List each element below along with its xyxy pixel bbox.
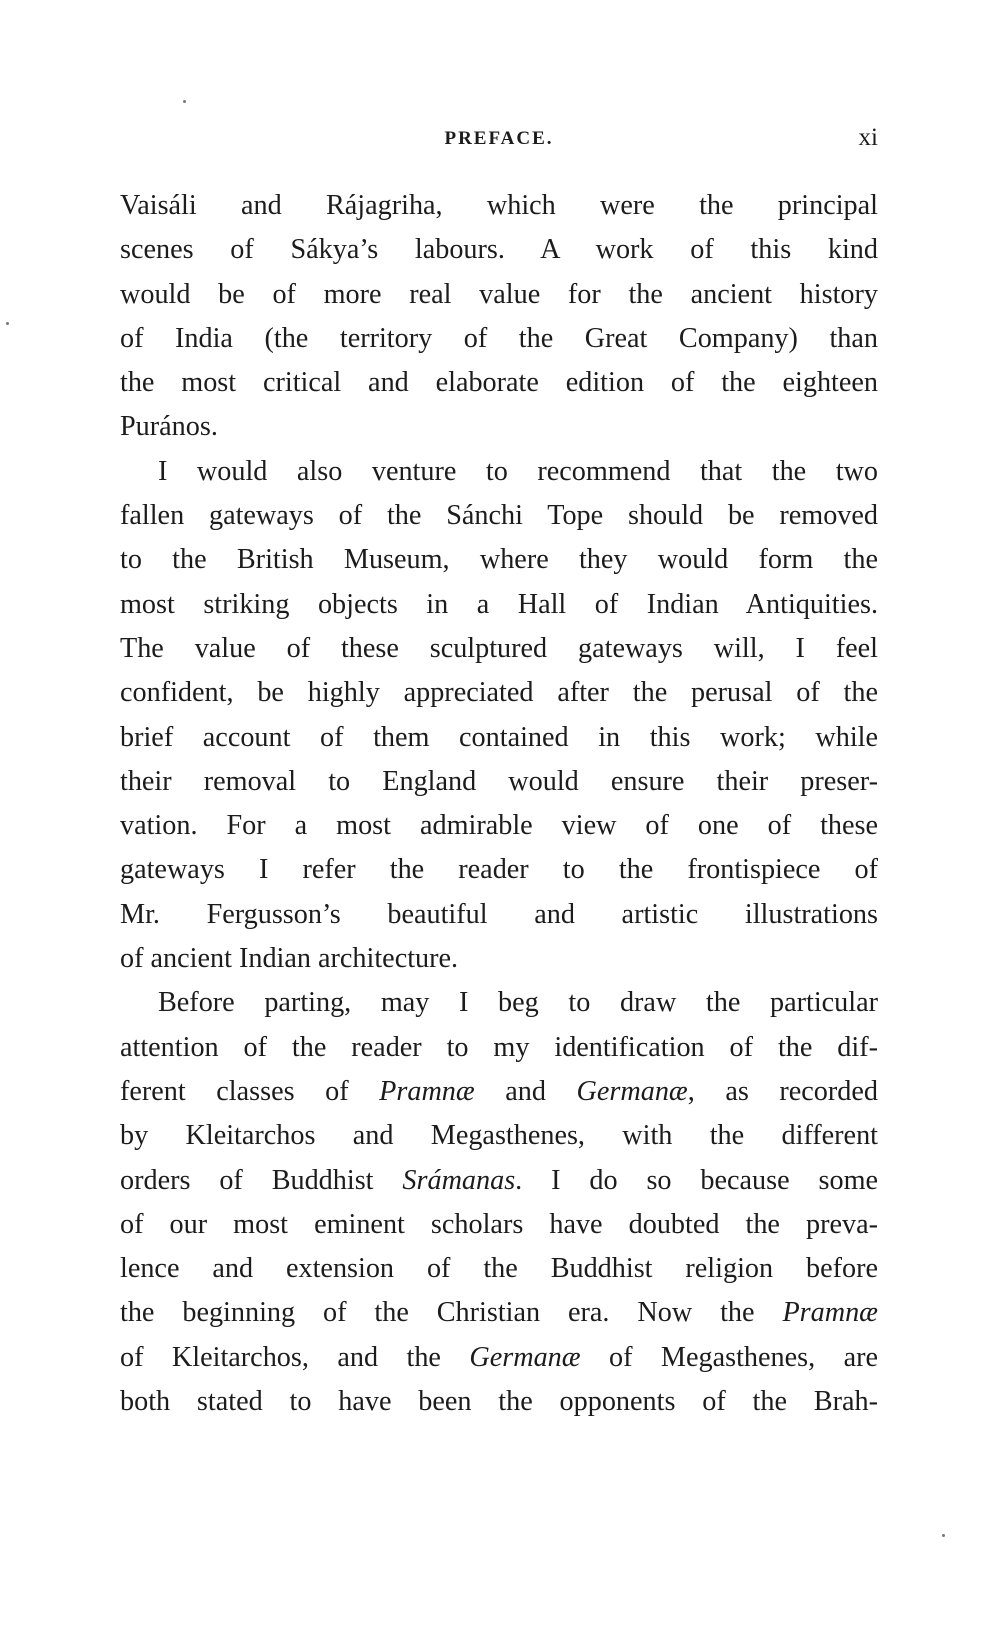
text-line: Before parting, may I beg to draw the particular: [158, 987, 878, 1019]
paragraph: [120, 184, 878, 450]
text-line: of our most eminent scholars have doubted the preva-: [120, 1208, 878, 1240]
text-line: I would also venture to recommend that the two: [158, 455, 878, 487]
body-text: [120, 184, 878, 1424]
text-line: both stated to have been the opponents of the Brah-: [120, 1386, 878, 1418]
text-line: The value of these sculptured gateways will, I feel: [120, 632, 878, 664]
text-line: the beginning of the Christian era. Now the Pramnæ: [120, 1297, 878, 1329]
text-line: would be of more real value for the ancient history: [120, 278, 878, 310]
text-line: Purános.: [120, 411, 218, 443]
text-line: of ancient Indian architecture.: [120, 943, 459, 975]
running-title: PREFACE.: [444, 128, 554, 149]
text-line: their removal to England would ensure their preser-: [120, 765, 878, 797]
text-line: fallen gateways of the Sánchi Tope should be removed: [120, 500, 878, 532]
paragraph: [120, 981, 878, 1424]
text-line: confident, be highly appreciated after the perusal of the: [120, 677, 878, 709]
italic-term: Germanæ: [469, 1341, 581, 1373]
text-line: gateways I refer the reader to the frontispiece of: [120, 854, 878, 886]
text-line: of Kleitarchos, and the Germanæ of Megasthenes, are: [120, 1341, 878, 1373]
text-line: most striking objects in a Hall of Indian Antiquities.: [120, 588, 878, 620]
text-line: brief account of them contained in this work; while: [120, 721, 878, 753]
text-line: the most critical and elaborate edition of the eighteen: [120, 367, 878, 399]
italic-term: Pramnæ: [379, 1075, 475, 1107]
text-line: to the British Museum, where they would form the: [120, 544, 878, 576]
text-line: of India (the territory of the Great Company) than: [120, 322, 878, 354]
italic-term: Germanæ: [576, 1075, 688, 1107]
print-speck: [183, 100, 186, 103]
text-line: scenes of Sákya’s labours. A work of this kind: [120, 234, 878, 266]
text-line: vation. For a most admirable view of one of these: [120, 810, 878, 842]
text-line: lence and extension of the Buddhist religion before: [120, 1253, 878, 1285]
text-line: orders of Buddhist Srámanas. I do so because some: [120, 1164, 878, 1196]
running-head: [120, 124, 878, 164]
text-line: Mr. Fergusson’s beautiful and artistic illustrations: [120, 898, 878, 930]
text-line: ferent classes of Pramnæ and Germanæ, as recorded: [120, 1075, 878, 1107]
print-speck: [942, 1534, 945, 1537]
page-number: xi: [858, 124, 878, 151]
print-speck: [6, 322, 9, 325]
paragraph: [120, 450, 878, 982]
text-line: by Kleitarchos and Megasthenes, with the different: [120, 1120, 878, 1152]
italic-term: Srámanas: [402, 1164, 516, 1196]
text-line: attention of the reader to my identification of the dif-: [120, 1031, 878, 1063]
text-line: Vaisáli and Rájagriha, which were the principal: [120, 190, 878, 221]
italic-term: Pramnæ: [782, 1297, 878, 1329]
